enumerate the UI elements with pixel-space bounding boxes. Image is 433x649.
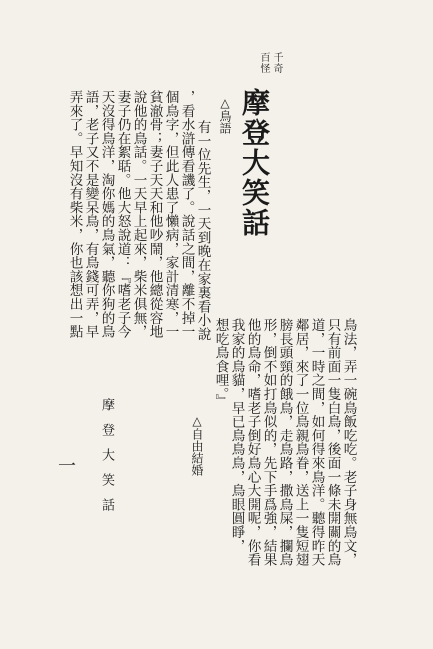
section-title-free-marriage: △自由結婚	[190, 414, 204, 476]
running-footer-title: 摩登大笑話	[99, 398, 114, 523]
text-column: 個鳥字，但此人患了懶病，家計清寒，一	[162, 90, 179, 339]
text-column: 膀長頭頸的餓鳥，走鳥路，撒鳥屎，攔鳥	[276, 318, 293, 567]
text-column: 貧澈骨；妻子天天和他吵鬧，他總從容地	[146, 90, 163, 339]
text-column: 弄來了。早知沒有柴米，你也該想出一點	[66, 90, 83, 339]
page-title: 摩登大笑話	[238, 88, 271, 238]
page-number: 一	[55, 456, 76, 474]
series-label-line1: 千奇	[271, 52, 282, 74]
text-column: 想吃鳥食哩。』	[212, 318, 229, 408]
text-column: 道，一時之間，如何得來鳥洋。聽得昨天	[308, 318, 325, 567]
text-column: 我家的鳥貓，早已鳥鳥鳥，鳥眼圓睜，	[228, 318, 245, 553]
text-column: 鄰居，來了一位鳥親鳥眷，送上一隻短翅	[292, 318, 309, 567]
text-column: 天沒得鳥洋，淘你媽的鳥氣，聽你狗的鳥	[98, 90, 115, 339]
text-column: 說他的鳥話。一天早上起來，柴米俱無，	[130, 90, 147, 339]
text-column: 他的鳥命，嗜老子倒好鳥心大開呢，你看	[244, 318, 261, 567]
text-column: 鳥法，弄一碗鳥飯吃吃。老子身無鳥文，	[340, 318, 357, 567]
section-title-bird-talk: △鳥語	[218, 96, 232, 134]
text-column: ，看水滸傳看譏了。說話之間，離不掉一	[178, 90, 195, 339]
text-column: 形，倒不如打鳥似的，先下手爲強，結果	[260, 318, 277, 567]
text-column: 有一位先生，一天到晚在家裏看小說	[194, 120, 211, 341]
text-column: 只有前面一隻白鳥，後面一條未開關的鳥	[324, 318, 341, 567]
text-column: 語，老子又不是變呆鳥，有鳥錢可弄，早	[82, 90, 99, 339]
series-label-line2: 百怪	[258, 52, 269, 74]
text-column: 妻子仍在絮聒。他大怒說道：『嗜老子今	[114, 90, 131, 339]
